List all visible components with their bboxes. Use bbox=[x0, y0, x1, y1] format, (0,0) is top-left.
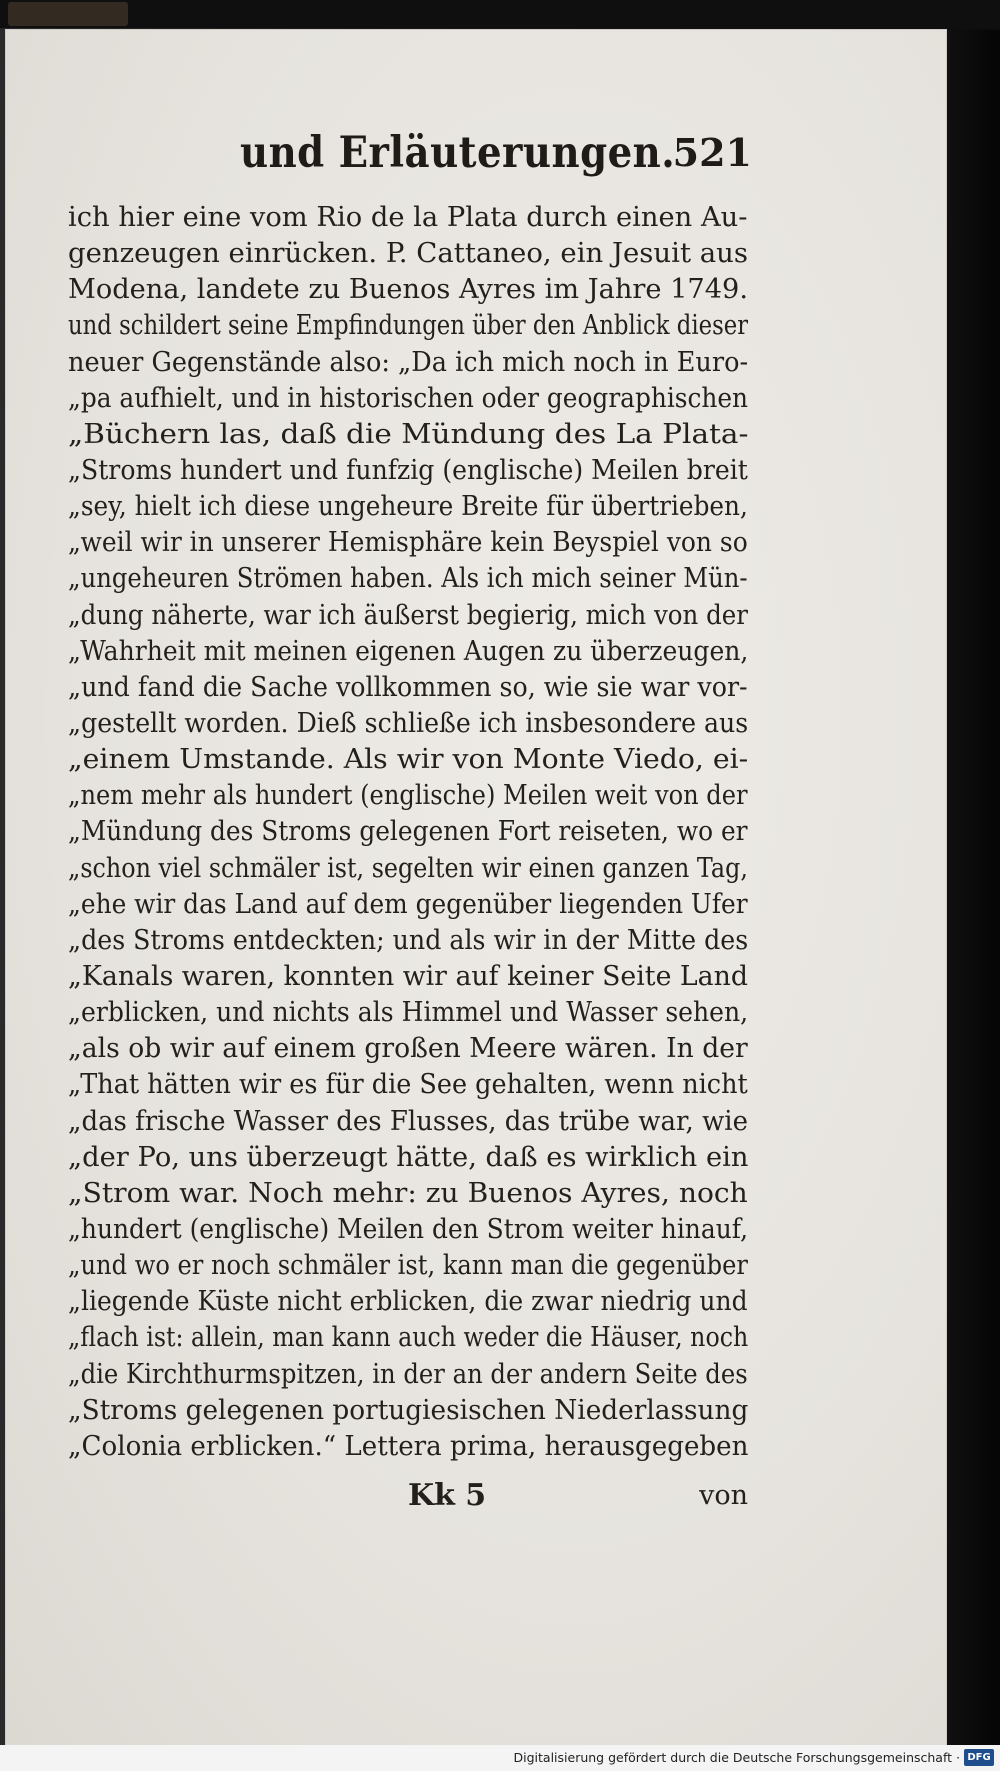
text-line: „That hätten wir es für die See gehalten, wenn nicht bbox=[68, 1069, 748, 1101]
text-line: „erblicken, und nichts als Himmel und Wasser sehen, bbox=[68, 997, 748, 1029]
text-line: „ehe wir das Land auf dem gegenüber liegenden Ufer bbox=[68, 888, 748, 920]
text-line: „Mündung des Stroms gelegenen Fort reiseten, wo er bbox=[68, 816, 748, 848]
page-foot-marks bbox=[68, 1478, 748, 1518]
text-line: genzeugen einrücken. P. Cattaneo, ein Jesuit aus bbox=[68, 238, 748, 270]
text-line: „Kanals waren, konnten wir auf keiner Seite Land bbox=[68, 960, 748, 992]
sheet-signature: Kk 5 bbox=[408, 1478, 487, 1513]
text-line: „die Kirchthurmspitzen, in der an der andern Seite des bbox=[68, 1358, 748, 1390]
text-line: „sey, hielt ich diese ungeheure Breite für übertrieben, bbox=[68, 491, 748, 523]
text-line: „und wo er noch schmäler ist, kann man die gegenüber bbox=[68, 1250, 748, 1282]
text-line: „Wahrheit mit meinen eigenen Augen zu überzeugen, bbox=[68, 635, 748, 667]
text-line: „pa aufhielt, und in historischen oder geographischen bbox=[68, 382, 748, 414]
text-line: „hundert (englische) Meilen den Strom weiter hinauf, bbox=[68, 1213, 748, 1245]
page-number: 521 bbox=[672, 130, 752, 175]
text-line: „Stroms hundert und funfzig (englische) Meilen breit bbox=[68, 454, 748, 486]
text-line: „weil wir in unserer Hemisphäre kein Beyspiel von so bbox=[68, 527, 748, 559]
catchword: von bbox=[699, 1480, 748, 1511]
funding-credit: Digitalisierung gefördert durch die Deutsche Forschungsgemeinschaft · bbox=[513, 1750, 960, 1765]
text-line: „als ob wir auf einem großen Meere wären. In der bbox=[68, 1033, 748, 1065]
text-line: „schon viel schmäler ist, segelten wir einen ganzen Tag, bbox=[68, 852, 748, 884]
running-title: und Erläuterungen. bbox=[240, 128, 676, 178]
text-line: „der Po, uns überzeugt hätte, daß es wirklich ein bbox=[68, 1141, 748, 1173]
page-header bbox=[240, 128, 760, 188]
text-line: „des Stroms entdeckten; und als wir in der Mitte des bbox=[68, 924, 748, 956]
scan-right-edge bbox=[946, 30, 1000, 1745]
text-line: „flach ist: allein, man kann auch weder die Häuser, noch bbox=[68, 1322, 748, 1354]
text-line: „Strom war. Noch mehr: zu Buenos Ayres, noch bbox=[68, 1177, 748, 1209]
text-line: „Stroms gelegenen portugiesischen Niederlassung bbox=[68, 1394, 748, 1426]
dfg-logo: DFG bbox=[964, 1749, 994, 1766]
scan-top-strip bbox=[0, 0, 1000, 28]
text-line: „das frische Wasser des Flusses, das trübe war, wie bbox=[68, 1105, 748, 1137]
text-line: ich hier eine vom Rio de la Plata durch einen Au- bbox=[68, 202, 748, 233]
text-line: neuer Gegenstände also: „Da ich mich noch in Euro- bbox=[68, 346, 748, 378]
paper-stain bbox=[8, 2, 128, 26]
text-line: „Colonia erblicken.“ Lettera prima, herausgegeben bbox=[68, 1430, 748, 1462]
text-line: „dung näherte, war ich äußerst begierig, mich von der bbox=[68, 599, 748, 631]
body-text bbox=[68, 200, 748, 1465]
text-line: „und fand die Sache vollkommen so, wie sie war vor- bbox=[68, 671, 748, 703]
text-line: „einem Umstande. Als wir von Monte Viedo, ei- bbox=[68, 744, 749, 776]
text-line: und schildert seine Empfindungen über den Anblick dieser bbox=[68, 310, 748, 342]
digitization-footer bbox=[0, 1745, 1000, 1771]
text-line: „Büchern las, daß die Mündung des La Plata- bbox=[68, 418, 748, 450]
text-line: „gestellt worden. Dieß schließe ich insbesondere aus bbox=[68, 707, 748, 739]
text-line: „nem mehr als hundert (englische) Meilen weit von der bbox=[68, 780, 748, 812]
text-line: Modena, landete zu Buenos Ayres im Jahre 1749. bbox=[68, 274, 748, 306]
text-line: „ungeheuren Strömen haben. Als ich mich seiner Mün- bbox=[68, 563, 748, 595]
text-line: „liegende Küste nicht erblicken, die zwar niedrig und bbox=[68, 1286, 748, 1318]
